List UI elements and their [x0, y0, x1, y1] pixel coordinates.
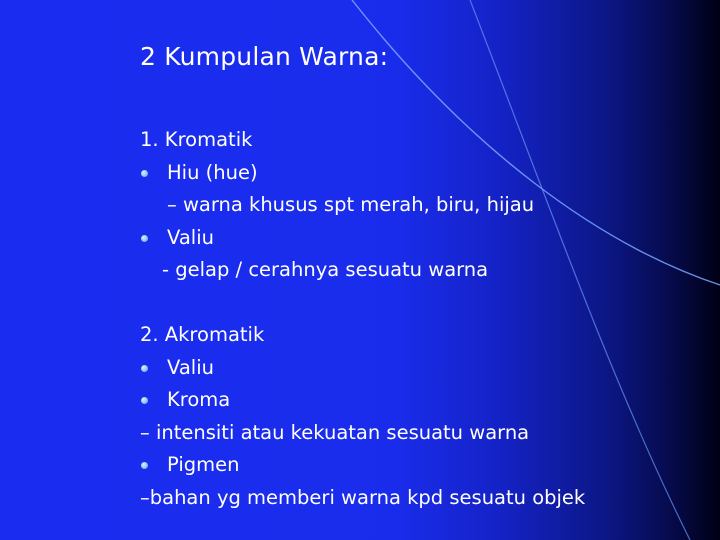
list-item-description: - gelap / cerahnya sesuatu warna	[162, 258, 489, 281]
bullet-dot-icon	[141, 170, 148, 177]
bullet-dot-icon	[141, 235, 148, 242]
list-item-value	[140, 352, 700, 385]
list-item-label: Pigmen	[167, 453, 240, 476]
list-item-description: – warna khusus spt merah, biru, hijau	[167, 193, 535, 216]
bullet-dot-icon	[141, 365, 148, 372]
list-item-label: Hiu (hue)	[167, 160, 258, 184]
section-spacer	[140, 287, 700, 320]
list-item-value	[140, 222, 700, 255]
list-item-hue	[140, 157, 700, 190]
list-item-label: Valiu	[167, 225, 214, 249]
section-heading-akromatik: 2. Akromatik	[140, 323, 265, 346]
list-item-label: Valiu	[167, 355, 214, 379]
slide-title: 2 Kumpulan Warna:	[140, 42, 389, 71]
slide-content	[140, 124, 700, 514]
list-item-chroma	[140, 384, 700, 417]
bullet-dot-icon	[141, 462, 148, 469]
list-item-description: –bahan yg memberi warna kpd sesuatu objek	[140, 485, 586, 509]
list-item-pigment	[140, 449, 700, 482]
bullet-dot-icon	[141, 397, 148, 404]
section-heading-kromatik: 1. Kromatik	[140, 128, 253, 151]
list-item-description: – intensiti atau kekuatan sesuatu warna	[140, 420, 530, 444]
list-item-label: Kroma	[167, 388, 231, 411]
